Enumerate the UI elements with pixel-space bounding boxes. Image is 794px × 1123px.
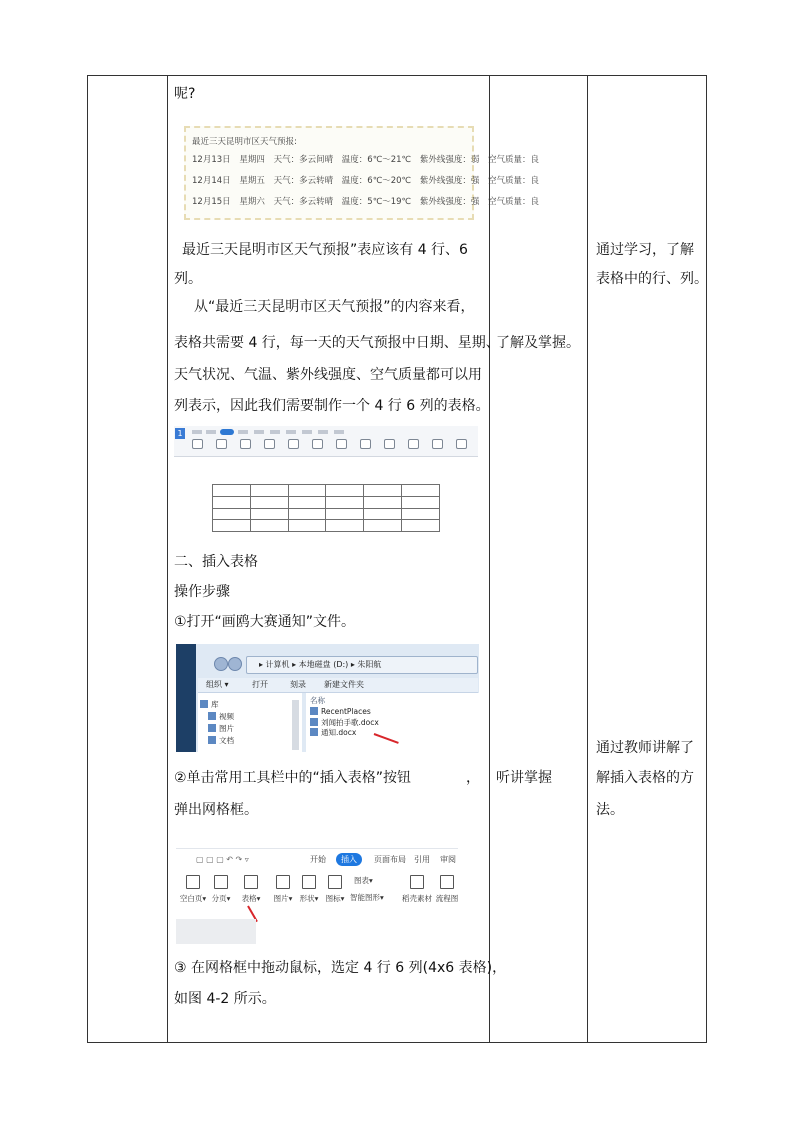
weather-air: 空气质量：良	[488, 155, 540, 165]
tab-references: 引用	[414, 855, 430, 864]
organize-button: 组织 ▾	[206, 680, 229, 689]
icon-button	[320, 873, 350, 904]
equation-icon	[456, 439, 467, 449]
ribbon-buttons	[176, 873, 458, 913]
weather-weekday: 星期四	[239, 155, 265, 165]
weather-weekday: 星期五	[239, 176, 265, 186]
text-line: 最近三天昆明市区天气预报”表应该有 4 行、6	[182, 242, 468, 258]
textbox-icon	[384, 439, 395, 449]
text-line: 从“最近三天昆明市区天气预报”的内容来看，	[194, 299, 475, 315]
open-button: 打开	[252, 680, 268, 689]
docx-icon	[310, 728, 318, 736]
weather-uv: 紫外线强度：强	[419, 197, 480, 207]
lesson-table	[87, 75, 707, 1043]
button-label: 表格▾	[241, 894, 261, 903]
smartart-button: 智能图形▾	[350, 893, 384, 902]
material-button	[402, 873, 432, 904]
video-icon	[208, 712, 216, 720]
tab-home: 开始	[310, 855, 326, 864]
file-list	[306, 693, 479, 752]
weather-title: 最近三天昆明市区天气预报:	[192, 137, 297, 147]
chart-button: 图表▾	[354, 876, 373, 885]
text-line: ①打开“画鸥大赛通知”文件。	[174, 614, 356, 630]
weather-temp: 温度：6℃～21℃	[341, 155, 412, 165]
symbol-icon	[432, 439, 443, 449]
text-line: ③ 在网格框中拖动鼠标，选定 4 行 6 列(4x6 表格)，	[174, 960, 507, 976]
flowchart-icon	[440, 875, 454, 889]
text-line: 天气状况、气温、紫外线强度、空气质量都可以用	[174, 367, 482, 383]
text-line: ②单击常用工具栏中的“插入表格”按钮	[174, 770, 412, 786]
shape-icon	[302, 875, 316, 889]
column-header-name: 名称	[310, 696, 325, 705]
ribbon-tabs	[176, 851, 458, 869]
weather-condition: 天气：多云转晴	[273, 197, 334, 207]
button-label: 稻壳素材	[402, 894, 432, 903]
text-line: 列。	[174, 271, 202, 287]
empty-4x6-table-image	[212, 484, 440, 532]
weather-weekday: 星期六	[239, 197, 265, 207]
purpose-text: 解插入表格的方	[596, 770, 694, 786]
button-label: 分页▾	[211, 894, 231, 903]
tab-review: 审阅	[440, 855, 456, 864]
weather-air: 空气质量：良	[488, 197, 540, 207]
nav-item: 文档	[219, 736, 234, 745]
text-line: 列表示，因此我们需要制作一个 4 行 6 列的表格。	[174, 398, 490, 414]
blank-page-icon	[186, 875, 200, 889]
method-text: 听讲掌握	[496, 770, 552, 786]
text-line: 表格共需要 4 行，每一天的天气预报中日期、星期、	[174, 335, 500, 351]
material-icon	[410, 875, 424, 889]
ribbon-shadow	[176, 919, 256, 944]
weather-forecast-image	[184, 126, 540, 220]
header-icon	[408, 439, 419, 449]
navigation-pane	[198, 693, 302, 752]
weather-air: 空气质量：良	[488, 176, 540, 186]
button-label: 图片▾	[273, 894, 293, 903]
smartart-icon	[336, 439, 347, 449]
weather-date: 12月13日	[192, 155, 231, 165]
table-button	[236, 873, 266, 904]
tab-insert-active: 插入	[336, 853, 362, 866]
chart-icon	[312, 439, 323, 449]
purpose-text: 法。	[596, 802, 624, 818]
chart-smartart-group	[350, 873, 390, 903]
address-path: ▸ 计算机 ▸ 本地磁盘 (D:) ▸ 朱阳航	[259, 660, 382, 669]
image-icon	[276, 875, 290, 889]
file-explorer-image	[176, 644, 479, 752]
weather-temp: 温度：6℃～20℃	[341, 176, 412, 186]
wps-ribbon-image	[174, 426, 478, 457]
purpose-column	[588, 76, 706, 1042]
page-break-button	[206, 873, 236, 904]
new-folder-button: 新建文件夹	[324, 680, 364, 689]
text-line: ，	[466, 770, 480, 786]
document-icon	[208, 736, 216, 744]
tab-page-layout: 页面布局	[374, 855, 406, 864]
text-line: 弹出网格框。	[174, 802, 258, 818]
weather-date: 12月14日	[192, 176, 231, 186]
wps-insert-ribbon-image	[176, 848, 458, 944]
purpose-text: 通过教师讲解了	[596, 740, 694, 756]
scrollbar	[292, 700, 299, 750]
picture-icon	[208, 724, 216, 732]
button-label: 图标▾	[325, 894, 345, 903]
red-arrow-icon	[374, 733, 399, 744]
nav-item: 库	[211, 700, 219, 709]
shape-icon	[288, 439, 299, 449]
button-label: 空白页▾	[179, 894, 207, 903]
docx-icon	[310, 718, 318, 726]
method-text: 了解及掌握。	[496, 335, 580, 351]
file-item: RecentPlaces	[321, 707, 371, 716]
nav-item: 视频	[219, 712, 234, 721]
weather-date: 12月15日	[192, 197, 231, 207]
icon-library-icon	[328, 875, 342, 889]
library-icon	[200, 700, 208, 708]
weather-uv: 紫外线强度：弱	[419, 155, 480, 165]
file-item: 刘闻拍手歌.docx	[321, 718, 379, 727]
text-line: 如图 4-2 所示。	[174, 991, 276, 1007]
button-label: 形状▾	[299, 894, 319, 903]
burn-button: 刻录	[290, 680, 306, 689]
explorer-toolbar	[198, 678, 478, 693]
table-icon	[240, 439, 251, 449]
weather-uv: 紫外线强度：强	[419, 176, 480, 186]
file-item: 通知.docx	[321, 728, 357, 737]
material-icon	[360, 439, 371, 449]
forward-icon	[228, 657, 242, 671]
image-icon	[264, 439, 275, 449]
page-break-icon	[214, 875, 228, 889]
purpose-text: 通过学习，了解	[596, 242, 694, 258]
purpose-text: 表格中的行、列。	[596, 271, 708, 287]
quick-access-icons: ▢ ▢ ▢ ↶ ↷ ▿	[196, 855, 249, 864]
folder-icon	[310, 707, 318, 715]
table-icon	[244, 875, 258, 889]
address-bar	[246, 656, 478, 674]
weather-temp: 温度：5℃～19℃	[341, 197, 412, 207]
page-number-badge: 1	[175, 428, 185, 439]
blank-page-icon	[192, 439, 203, 449]
page-break-icon	[216, 439, 227, 449]
blank-page-button	[178, 873, 208, 904]
flowchart-button	[432, 873, 462, 904]
back-icon	[214, 657, 228, 671]
text-line: 呢?	[174, 86, 196, 102]
weather-condition: 天气：多云间晴	[273, 155, 334, 165]
nav-item: 图片	[219, 724, 234, 733]
text-line: 操作步骤	[174, 584, 230, 600]
button-label: 流程图	[435, 894, 459, 903]
weather-condition: 天气：多云转晴	[273, 176, 334, 186]
method-column	[490, 76, 587, 1042]
section-heading: 二、插入表格	[174, 554, 258, 570]
